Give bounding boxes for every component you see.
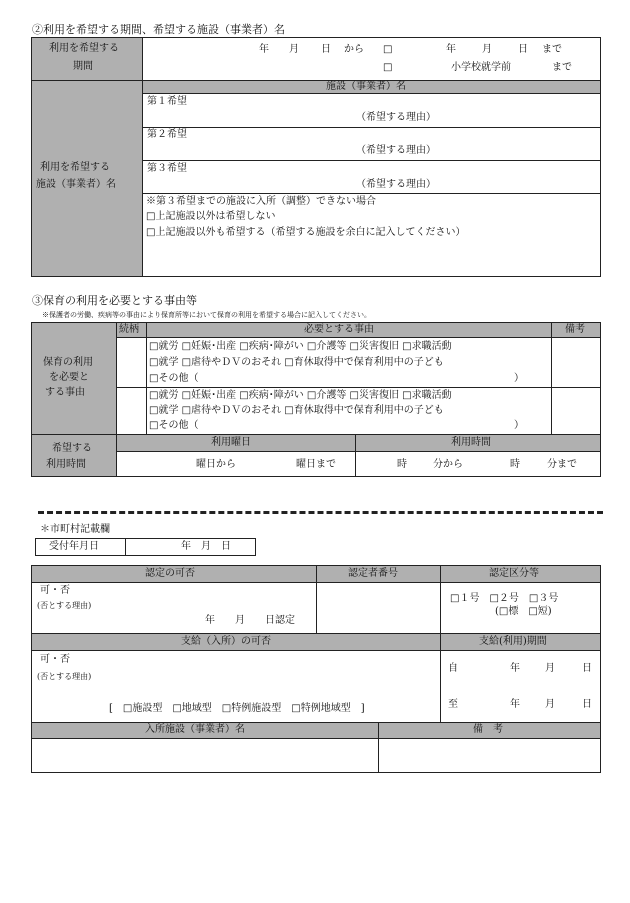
facility-label-2: 施設（事業者）名 [36,179,116,190]
period-from: から [344,44,364,55]
period-to-year[interactable]: 年 [510,699,520,710]
received-value[interactable]: 年 月 日 [181,541,231,552]
period-end-year[interactable]: 年 [446,44,456,55]
period-until: まで [542,44,562,55]
time-from[interactable]: 分から [433,459,463,470]
reason-label-1: 保育の利用 [43,357,93,368]
time-label-2: 利用時間 [46,459,86,470]
relation-header: 続柄 [119,324,139,335]
payment-reason-label: (否とする理由) [37,672,92,681]
reason-a-other-close: ） [514,373,524,384]
reason-b-line2[interactable]: □就学 □虐待やＤＶのおそれ □育休取得中で保育利用中の子ども [149,405,444,416]
period-start-day[interactable]: 日 [321,44,331,55]
time-header-bg [116,435,600,451]
section3-subnote: ※保護者の労働、疾病等の事由により保育所等において保育の利用を希望する場合に記入してください。 [42,311,371,319]
category-options[interactable]: □１号 □２号 □３号 [450,593,559,604]
approval-yes-no[interactable]: 可・否 [40,585,70,596]
enrolled-facility-header: 入所施設（事業者）名 [145,724,245,735]
cut-line [38,511,603,514]
choice-3-label: 第３希望 [147,163,187,174]
reason-label-3: する事由 [45,387,85,398]
reason-a-line2[interactable]: □就学 □虐待やＤＶのおそれ □育休取得中で保育利用中の子ども [149,357,444,368]
section2-heading: ②利用を希望する期間、希望する施設（事業者）名 [32,23,285,36]
payment-yes-no[interactable]: 可・否 [40,654,70,665]
choice-3-reason[interactable]: （希望する理由） [356,179,436,190]
choice-2-reason[interactable]: （希望する理由） [356,145,436,156]
reason-b-line1[interactable]: □就労 □妊娠･出産 □疾病･障がい □介護等 □災害復旧 □求職活動 [149,390,452,401]
day-header: 利用曜日 [211,437,251,448]
approval-header: 認定の可否 [145,568,195,579]
reason-a-other[interactable]: □その他（ [149,373,199,384]
received-label: 受付年月日 [49,541,99,552]
section3-heading: ③保育の利用を必要とする事由等 [32,294,197,307]
period-to-day[interactable]: 日 [582,699,592,710]
period-to-label: 至 [448,699,458,710]
preschool-checkbox[interactable]: □ [383,62,393,73]
period-from-month[interactable]: 月 [545,663,555,674]
period-header: 支給(利用)期間 [479,636,547,647]
choice-1-label: 第１希望 [147,96,187,107]
reason-label-2: を必要と [49,372,89,383]
payment-header: 支給（入所）の可否 [181,636,271,647]
period-label-1: 利用を希望する [49,43,119,54]
period-from-label: 自 [448,663,458,674]
facility-label-1: 利用を希望する [40,162,110,173]
period-label-2: 期間 [73,61,93,72]
reason-b-other[interactable]: □その他（ [149,420,199,431]
period-start-year[interactable]: 年 [259,44,269,55]
fallback-note: ※第３希望までの施設に入所（調整）できない場合 [146,196,376,207]
period-end-month[interactable]: 月 [482,44,492,55]
facility-remarks-header-bg [32,723,600,738]
reason-a-line1[interactable]: □就労 □妊娠･出産 □疾病･障がい □介護等 □災害復旧 □求職活動 [149,341,452,352]
approver-no-header: 認定者番号 [348,568,398,579]
preschool-until: まで [552,62,572,73]
time-hour-from[interactable]: 時 [397,459,407,470]
time-header: 利用時間 [451,437,491,448]
reason-header: 必要とする事由 [304,324,374,335]
time-label-1: 希望する [52,443,92,454]
remarks-header: 備考 [565,324,585,335]
period-from-year[interactable]: 年 [510,663,520,674]
approved-date[interactable]: 年 月 日認定 [205,615,295,626]
time-to[interactable]: 分まで [547,459,577,470]
preschool-label: 小学校就学前 [451,62,511,73]
no-other-checkbox[interactable]: □上記施設以外は希望しない [146,211,276,222]
other-ok-checkbox[interactable]: □上記施設以外も希望する（希望する施設を余白に記入してください） [146,227,466,238]
facility-header: 施設（事業者）名 [326,81,406,92]
choice-1-reason[interactable]: （希望する理由） [356,112,436,123]
period-end-date-checkbox[interactable]: □ [383,44,393,55]
category-subtype[interactable]: (□標 □短) [495,606,552,617]
period-end-day[interactable]: 日 [518,44,528,55]
time-hour-to[interactable]: 時 [510,459,520,470]
period-start-month[interactable]: 月 [289,44,299,55]
day-to[interactable]: 曜日まで [296,459,336,470]
day-from[interactable]: 曜日から [196,459,236,470]
approval-reason-label: (否とする理由) [37,601,92,610]
period-to-month[interactable]: 月 [545,699,555,710]
city-heading: ＊市町村記載欄 [40,524,110,535]
facility-type-options[interactable]: [ □施設型 □地域型 □特例施設型 □特例地域型 ] [109,703,365,714]
category-header: 認定区分等 [489,568,539,579]
reason-b-other-close: ） [514,420,524,431]
period-from-day[interactable]: 日 [582,663,592,674]
choice-2-label: 第２希望 [147,129,187,140]
city-remarks-header: 備 考 [473,724,503,735]
